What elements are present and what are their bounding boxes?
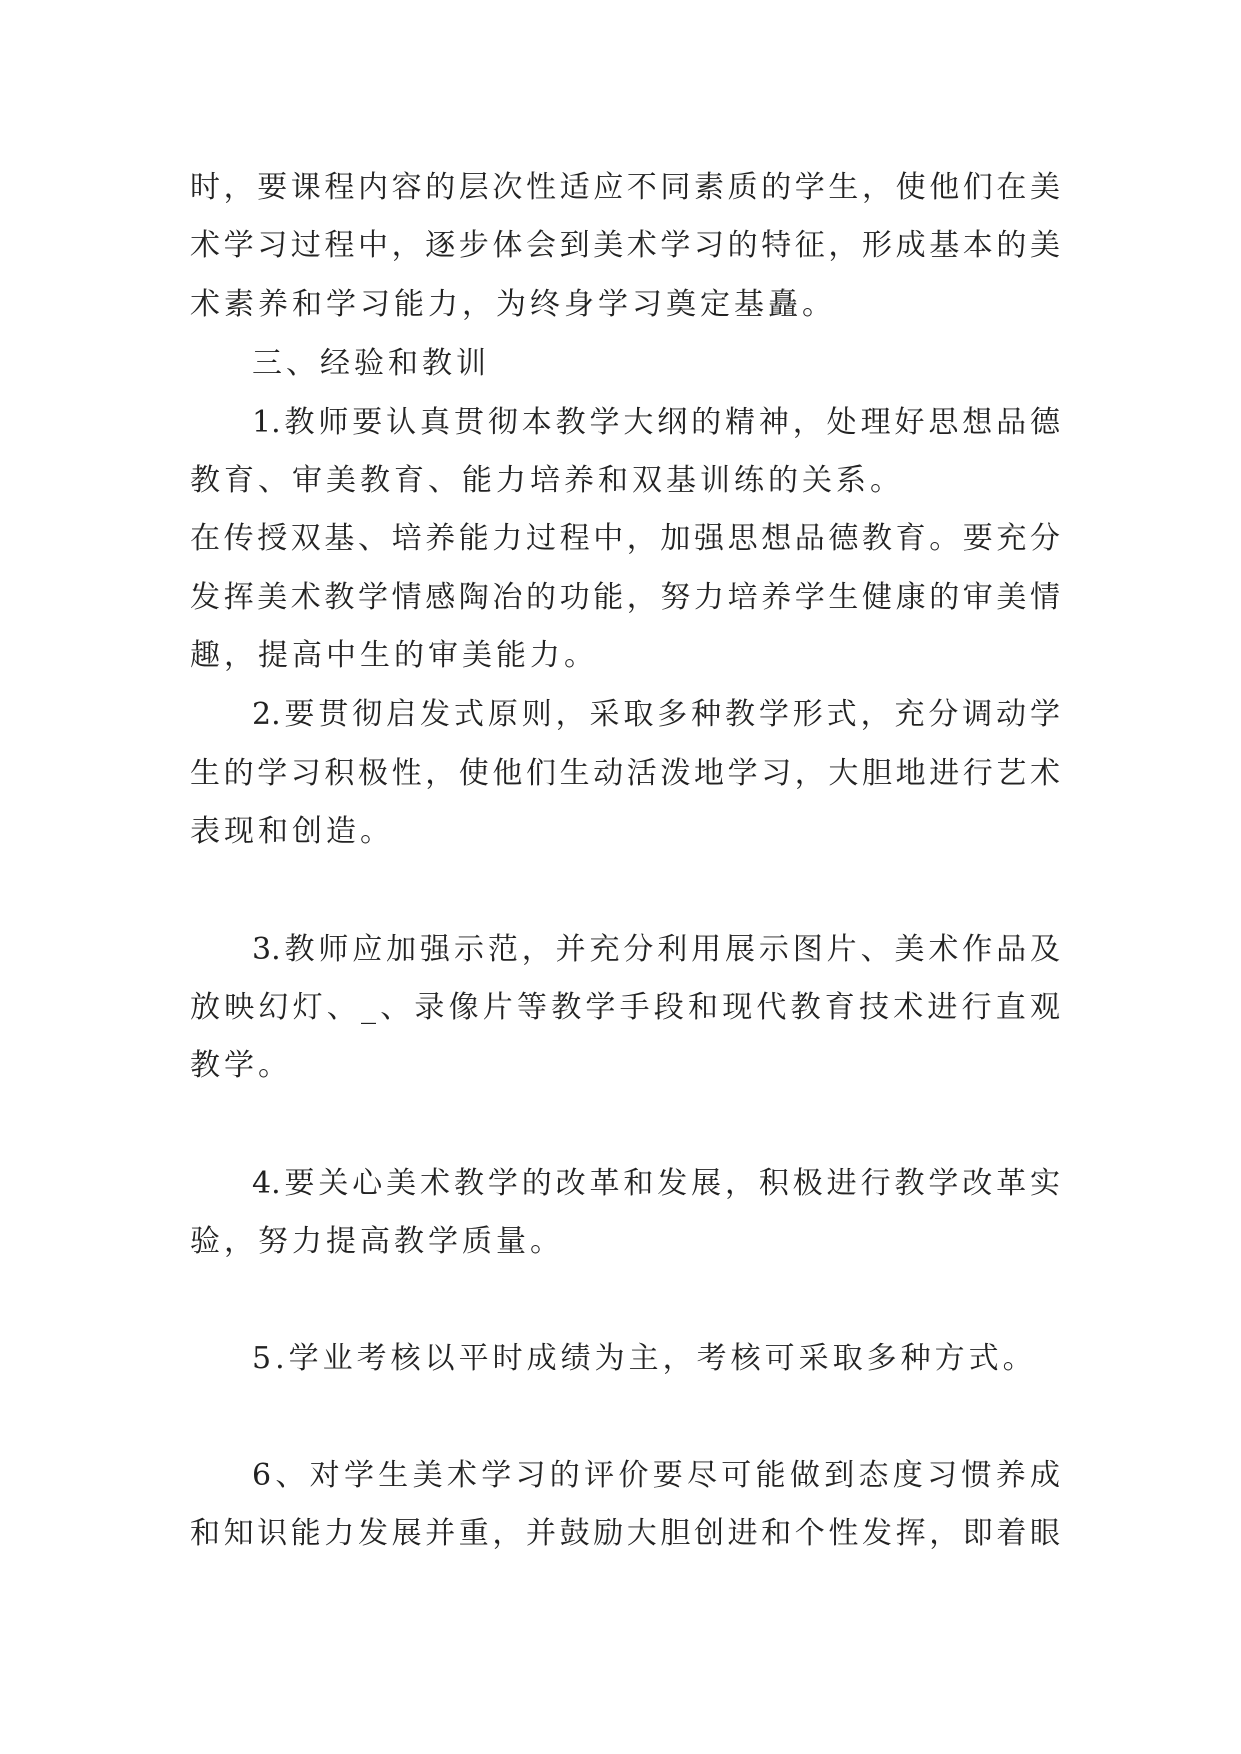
paragraph-line: 放映幻灯、_、录像片等教学手段和现代教育技术进行直观 — [190, 990, 1060, 1025]
paragraph-line: 时，要课程内容的层次性适应不同素质的学生，使他们在美 — [190, 170, 1060, 205]
paragraph-line: 4.要关心美术教学的改革和发展，积极进行教学改革实 — [252, 1166, 1060, 1201]
paragraph-line: 验，努力提高教学质量。 — [190, 1224, 564, 1259]
paragraph-line: 生的学习积极性，使他们生动活泼地学习，大胆地进行艺术 — [190, 756, 1060, 791]
paragraph-line: 3.教师应加强示范，并充分利用展示图片、美术作品及 — [252, 932, 1060, 967]
paragraph-line: 教育、审美教育、能力培养和双基训练的关系。 — [190, 463, 904, 498]
paragraph-line: 5.学业考核以平时成绩为主，考核可采取多种方式。 — [252, 1341, 1037, 1376]
paragraph-line: 6、对学生美术学习的评价要尽可能做到态度习惯养成 — [252, 1458, 1060, 1493]
paragraph-line: 术素养和学习能力，为终身学习奠定基矗。 — [190, 287, 836, 322]
paragraph-line: 趣，提高中生的审美能力。 — [190, 638, 598, 673]
paragraph-line: 1.教师要认真贯彻本教学大纲的精神，处理好思想品德 — [252, 405, 1060, 440]
paragraph-line: 发挥美术教学情感陶冶的功能，努力培养学生健康的审美情 — [190, 580, 1060, 615]
paragraph-line: 2.要贯彻启发式原则，采取多种教学形式，充分调动学 — [252, 697, 1060, 732]
paragraph-line: 术学习过程中，逐步体会到美术学习的特征，形成基本的美 — [190, 228, 1060, 263]
paragraph-line: 在传授双基、培养能力过程中，加强思想品德教育。要充分 — [190, 521, 1060, 556]
section-heading: 三、经验和教训 — [252, 346, 490, 381]
paragraph-line: 和知识能力发展并重，并鼓励大胆创进和个性发挥，即着眼 — [190, 1516, 1060, 1551]
paragraph-line: 教学。 — [190, 1048, 292, 1083]
paragraph-line: 表现和创造。 — [190, 814, 394, 849]
